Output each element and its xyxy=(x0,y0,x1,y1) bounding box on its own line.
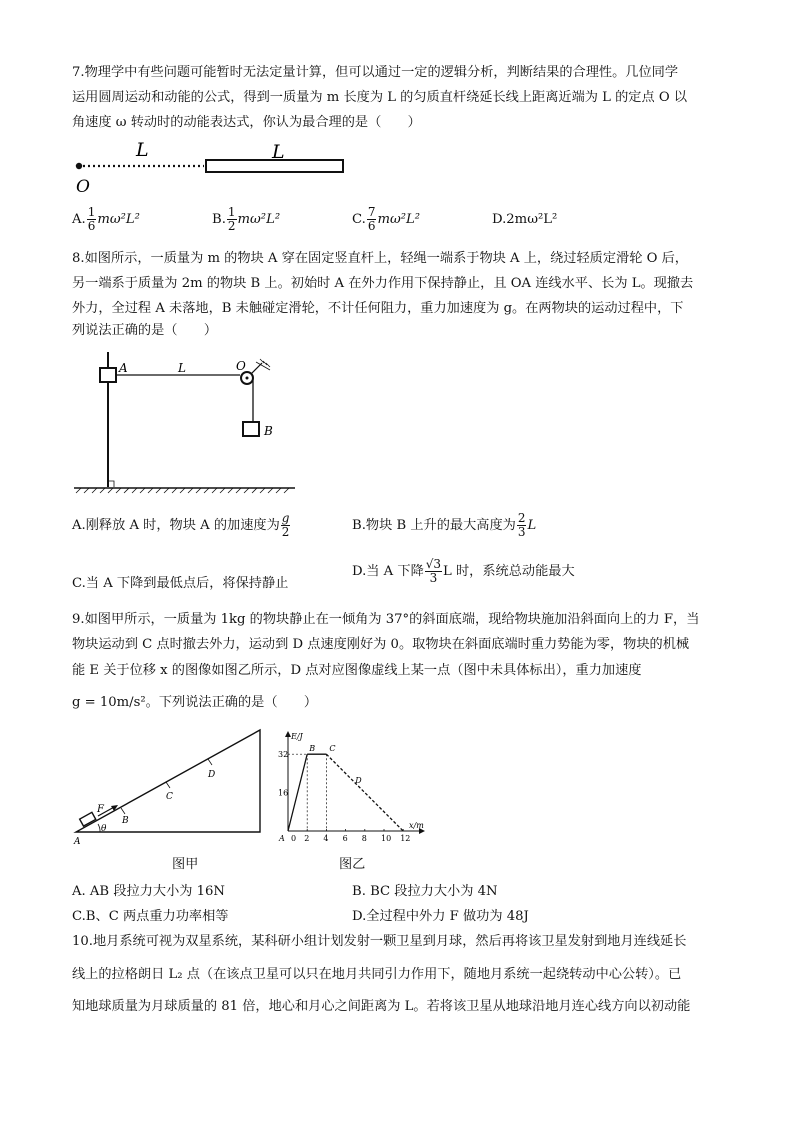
label-A: A xyxy=(74,837,81,846)
q7-line-1: 7.物理学中有些问题可能暂时无法定量计算，但可以通过一定的逻辑分析，判断结果的合理性。几位同学 xyxy=(72,65,679,80)
q8-line-4: 列说法正确的是（ ） xyxy=(72,323,218,338)
y-tick-label: 32 xyxy=(278,750,289,760)
x-tick-label: 2 xyxy=(304,834,310,843)
q9-caption-jia: 图甲 xyxy=(172,857,199,872)
label-rod-L: L xyxy=(272,141,285,163)
x-axis-label: x/m xyxy=(409,821,424,830)
q9-option-c: C.B、C 两点重力功率相等 xyxy=(72,909,229,924)
segment-AB xyxy=(288,754,307,831)
q8-pulley-figure xyxy=(70,348,300,498)
x-tick-label: 10 xyxy=(381,834,392,843)
q9-energy-chart xyxy=(278,728,428,846)
q9-line-4: g = 10m/s²。下列说法正确的是（ ） xyxy=(72,695,318,710)
q7-option-a: A. $\frac{1}{6}$ mω²L² xyxy=(72,205,140,233)
q9-incline-figure xyxy=(70,728,270,846)
q9-caption-yi: 图乙 xyxy=(339,857,366,872)
q10-line-1: 10.地月系统可视为双星系统，某科研小组计划发射一颗卫星到月球，然后再将该卫星发射到地月连线延长 xyxy=(72,934,687,949)
q9-option-a: A. AB 段拉力大小为 16N xyxy=(72,884,225,899)
pivot-point-o xyxy=(76,163,82,169)
q9-line-2: 物块运动到 C 点时撤去外力，运动到 D 点速度刚好为 0。取物块在斜面底端时重力势能为零，物块的机械 xyxy=(72,637,690,652)
label-O: O xyxy=(236,359,246,373)
q7-line-3: 角速度 ω 转动时的动能表达式，你认为最合理的是（ ） xyxy=(72,115,421,130)
y-axis-label: E/J xyxy=(291,732,303,741)
q7-option-d: D.2mω²L² xyxy=(492,212,558,227)
q8-line-3: 外力，全过程 A 未落地，B 未触碰定滑轮，不计任何阻力，重力加速度为 g。在两物块的运动过程中，下 xyxy=(72,301,684,316)
label-A: A xyxy=(119,361,128,375)
q8-line-1: 8.如图所示，一质量为 m 的物块 A 穿在固定竖直杆上，轻绳一端系于物块 A 上，绕过轻质定滑轮 O 后， xyxy=(72,251,688,266)
q8-line-2: 另一端系于质量为 2m 的物块 B 上。初始时 A 在外力作用下保持静止，且 OA 连线水平、长为 L。现撤去 xyxy=(72,276,694,291)
q9-option-d: D.全过程中外力 F 做功为 48J xyxy=(352,909,529,924)
label-L: L xyxy=(178,361,186,375)
q8-option-c: C.当 A 下降到最低点后，将保持静止 xyxy=(72,576,289,591)
y-tick-label: 16 xyxy=(278,788,289,798)
x-tick-label: 6 xyxy=(342,834,348,843)
point-label-D: D xyxy=(355,776,362,785)
wall-hatching xyxy=(256,359,270,370)
q9-line-3: 能 E 关于位移 x 的图像如图乙所示，D 点对应图像虚线上某一点（图中未具体标出），重力加速度 xyxy=(72,663,642,678)
q8-option-b: B.物块 B 上升的最大高度为 $\frac{2}{3}$ L xyxy=(352,511,537,539)
label-C: C xyxy=(166,792,173,802)
q9-option-b: B. BC 段拉力大小为 4N xyxy=(352,884,498,899)
label-dotted-L: L xyxy=(136,139,149,161)
label-F: F xyxy=(97,804,104,815)
q7-option-c: C. $\frac{7}{6}$ mω²L² xyxy=(352,205,421,233)
label-B: B xyxy=(122,816,129,826)
point-label-B: B xyxy=(309,744,316,754)
x-tick-label: 0 xyxy=(291,834,297,843)
q8-option-d: D.当 A 下降 $\frac{√3}{3}$ L 时，系统总动能最大 xyxy=(352,557,575,585)
x-tick-label: 4 xyxy=(323,834,329,843)
q7-option-b: B. $\frac{1}{2}$ mω²L² xyxy=(212,205,281,233)
q10-line-2: 线上的拉格朗日 L₂ 点（在该点卫星可以只在地月共同引力作用下，随地月系统一起绕转动中心公转）。已 xyxy=(72,967,682,982)
segment-CD-dashed xyxy=(326,754,403,831)
label-O: O xyxy=(76,177,90,197)
label-theta: θ xyxy=(101,824,107,834)
origin-label-A: A xyxy=(279,834,285,843)
block-a xyxy=(100,368,116,382)
x-tick-label: 12 xyxy=(400,834,411,843)
q8-option-a: A.刚释放 A 时，物块 A 的加速度为 $\frac{g}{2}$ xyxy=(72,511,290,539)
block-b xyxy=(243,422,259,436)
label-D: D xyxy=(208,770,216,780)
point-label-C: C xyxy=(329,744,336,754)
q7-rod-figure xyxy=(70,138,360,198)
label-B: B xyxy=(264,424,273,438)
x-tick-label: 8 xyxy=(361,834,367,843)
incline-triangle xyxy=(76,730,260,832)
q10-line-3: 知地球质量为月球质量的 81 倍，地心和月心之间距离为 L。若将该卫星从地球沿地月连心线方向以初动能 xyxy=(72,999,691,1014)
q7-line-2: 运用圆周运动和动能的公式，得到一质量为 m 长度为 L 的匀质直杆绕延长线上距离近端为 L 的定点 O 以 xyxy=(72,90,688,105)
q9-line-1: 9.如图甲所示，一质量为 1kg 的物块静止在一倾角为 37°的斜面底端，现给物块施加沿斜面向上的力 F，当 xyxy=(72,612,700,627)
